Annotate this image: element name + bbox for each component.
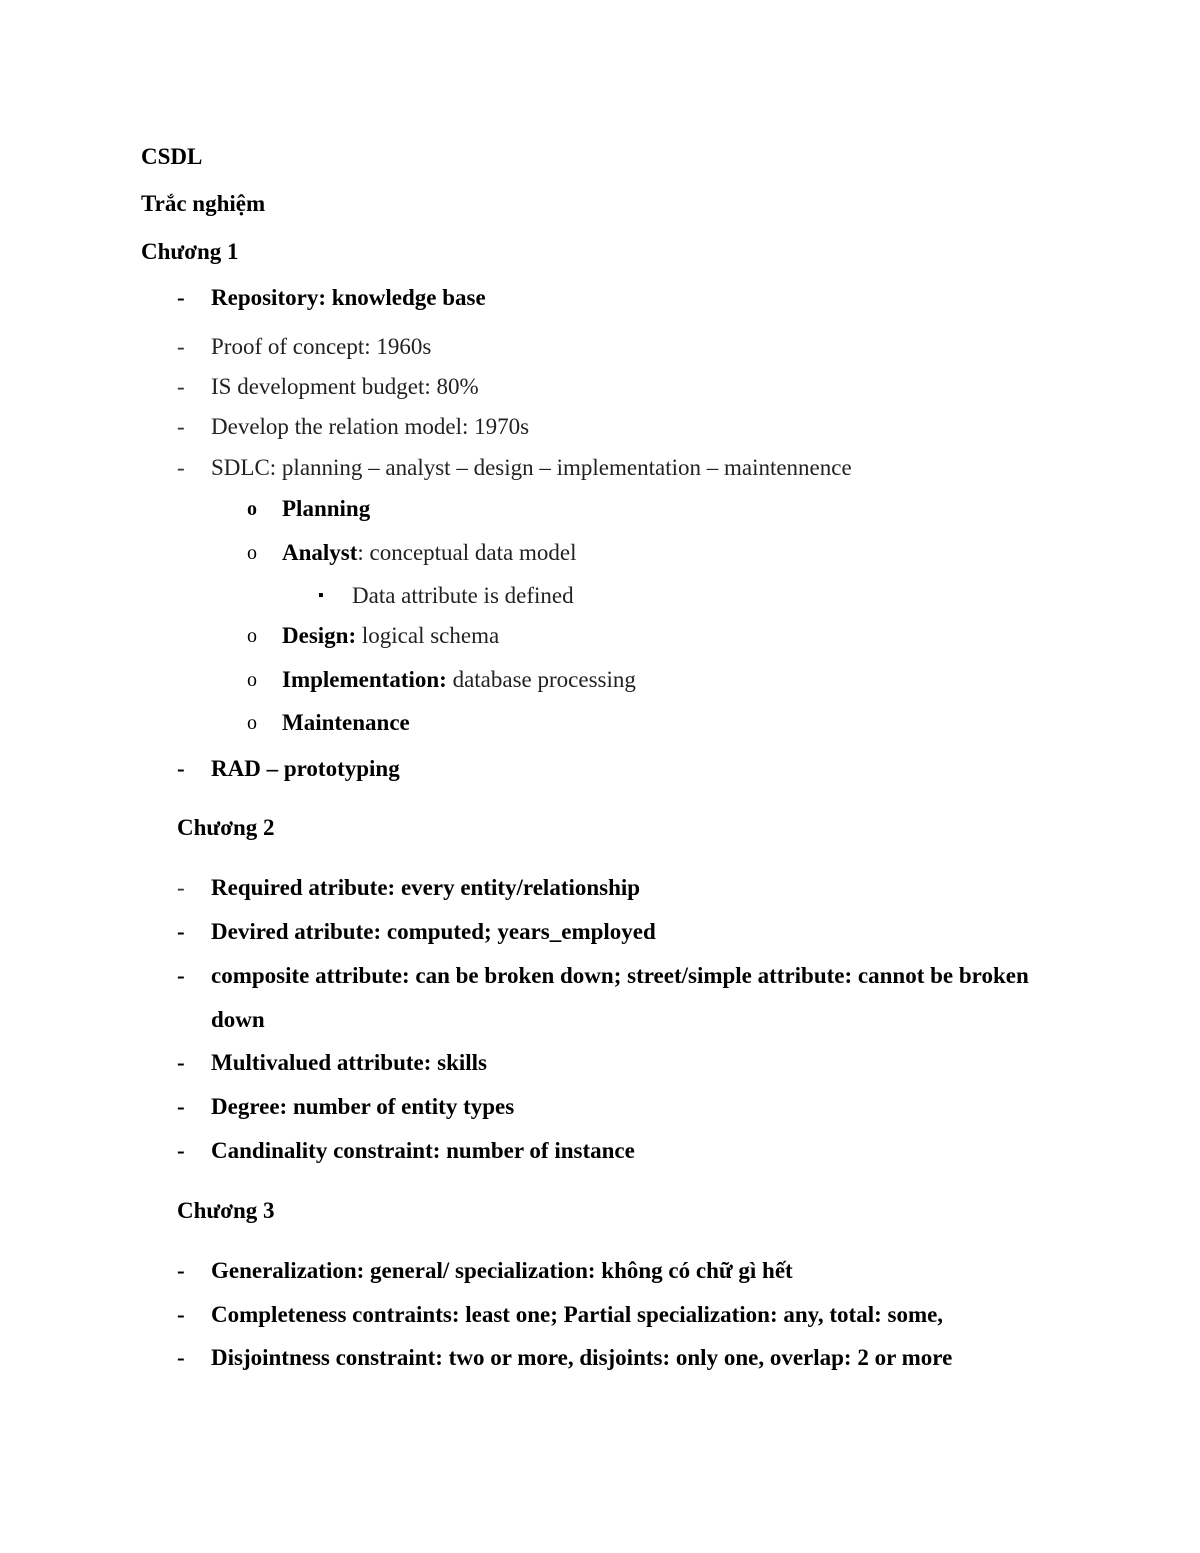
bullet-dash: -: [177, 374, 185, 399]
sdlc-design: [282, 622, 499, 650]
bullet-dash: -: [177, 1345, 185, 1370]
bullet-circle: o: [247, 542, 257, 564]
bullet-dash: -: [177, 1302, 185, 1327]
sdlc-planning: Planning: [282, 496, 371, 521]
document-title: CSDL: [141, 144, 203, 169]
chapter-1-item: Repository: knowledge base: [211, 285, 486, 310]
bullet-square: ▪: [318, 587, 324, 604]
sdlc-implementation-label: Implementation:: [282, 667, 447, 692]
sdlc-implementation-text: database processing: [446, 667, 636, 692]
bullet-dash: -: [177, 1094, 185, 1119]
chapter-3-item: Generalization: general/ specialization: không có chữ gì hết: [211, 1258, 793, 1283]
sdlc-analyst-text: : conceptual data model: [357, 540, 577, 565]
sdlc-analyst-sub: Data attribute is defined: [352, 583, 574, 608]
chapter-1-item: IS development budget: 80%: [211, 374, 479, 399]
chapter-2-item: Candinality constraint: number of instance: [211, 1138, 635, 1163]
chapter-1-item: SDLC: planning – analyst – design – implementation – maintennence: [211, 455, 852, 480]
bullet-dash: -: [177, 875, 185, 900]
bullet-dash: -: [177, 756, 185, 781]
sdlc-implementation: [282, 666, 636, 694]
bullet-dash: -: [177, 963, 185, 988]
bullet-dash: -: [177, 334, 185, 359]
bullet-dash: -: [177, 1138, 185, 1163]
chapter-1-rad: RAD – prototyping: [211, 756, 400, 781]
chapter-3-item: Disjointness constraint: two or more, disjoints: only one, overlap: 2 or more: [211, 1345, 953, 1370]
sdlc-maintenance: Maintenance: [282, 710, 410, 735]
bullet-dash: -: [177, 285, 185, 310]
chapter-3-item: Completeness contraints: least one; Partial specialization: any, total: some,: [211, 1302, 944, 1327]
bullet-circle: o: [247, 669, 257, 691]
chapter-2-item: Devired atribute: computed; years_employed: [211, 919, 656, 944]
bullet-circle: o: [247, 712, 257, 734]
bullet-dash: -: [177, 1050, 185, 1075]
bullet-dash: -: [177, 455, 185, 480]
bullet-circle: o: [247, 498, 257, 520]
chapter-1-item: Proof of concept: 1960s: [211, 334, 432, 359]
chapter-2-heading: Chương 2: [177, 815, 275, 840]
document-subtitle: Trắc nghiệm: [141, 191, 266, 216]
sdlc-analyst: [282, 539, 576, 567]
chapter-2-item-continued: down: [211, 1007, 265, 1032]
chapter-1-item: Develop the relation model: 1970s: [211, 414, 530, 439]
bullet-circle: o: [247, 625, 257, 647]
sdlc-design-text: logical schema: [356, 623, 500, 648]
bullet-dash: -: [177, 919, 185, 944]
bullet-dash: -: [177, 1258, 185, 1283]
chapter-2-item: Degree: number of entity types: [211, 1094, 515, 1119]
chapter-2-item: Multivalued attribute: skills: [211, 1050, 488, 1075]
chapter-2-item: composite attribute: can be broken down; street/simple attribute: cannot be broken: [211, 963, 1029, 988]
chapter-1-heading: Chương 1: [141, 239, 239, 264]
chapter-2-item: Required atribute: every entity/relationship: [211, 875, 641, 900]
chapter-3-heading: Chương 3: [177, 1198, 275, 1223]
sdlc-design-label: Design:: [282, 623, 357, 648]
sdlc-analyst-label: Analyst: [282, 540, 358, 565]
bullet-dash: -: [177, 414, 185, 439]
